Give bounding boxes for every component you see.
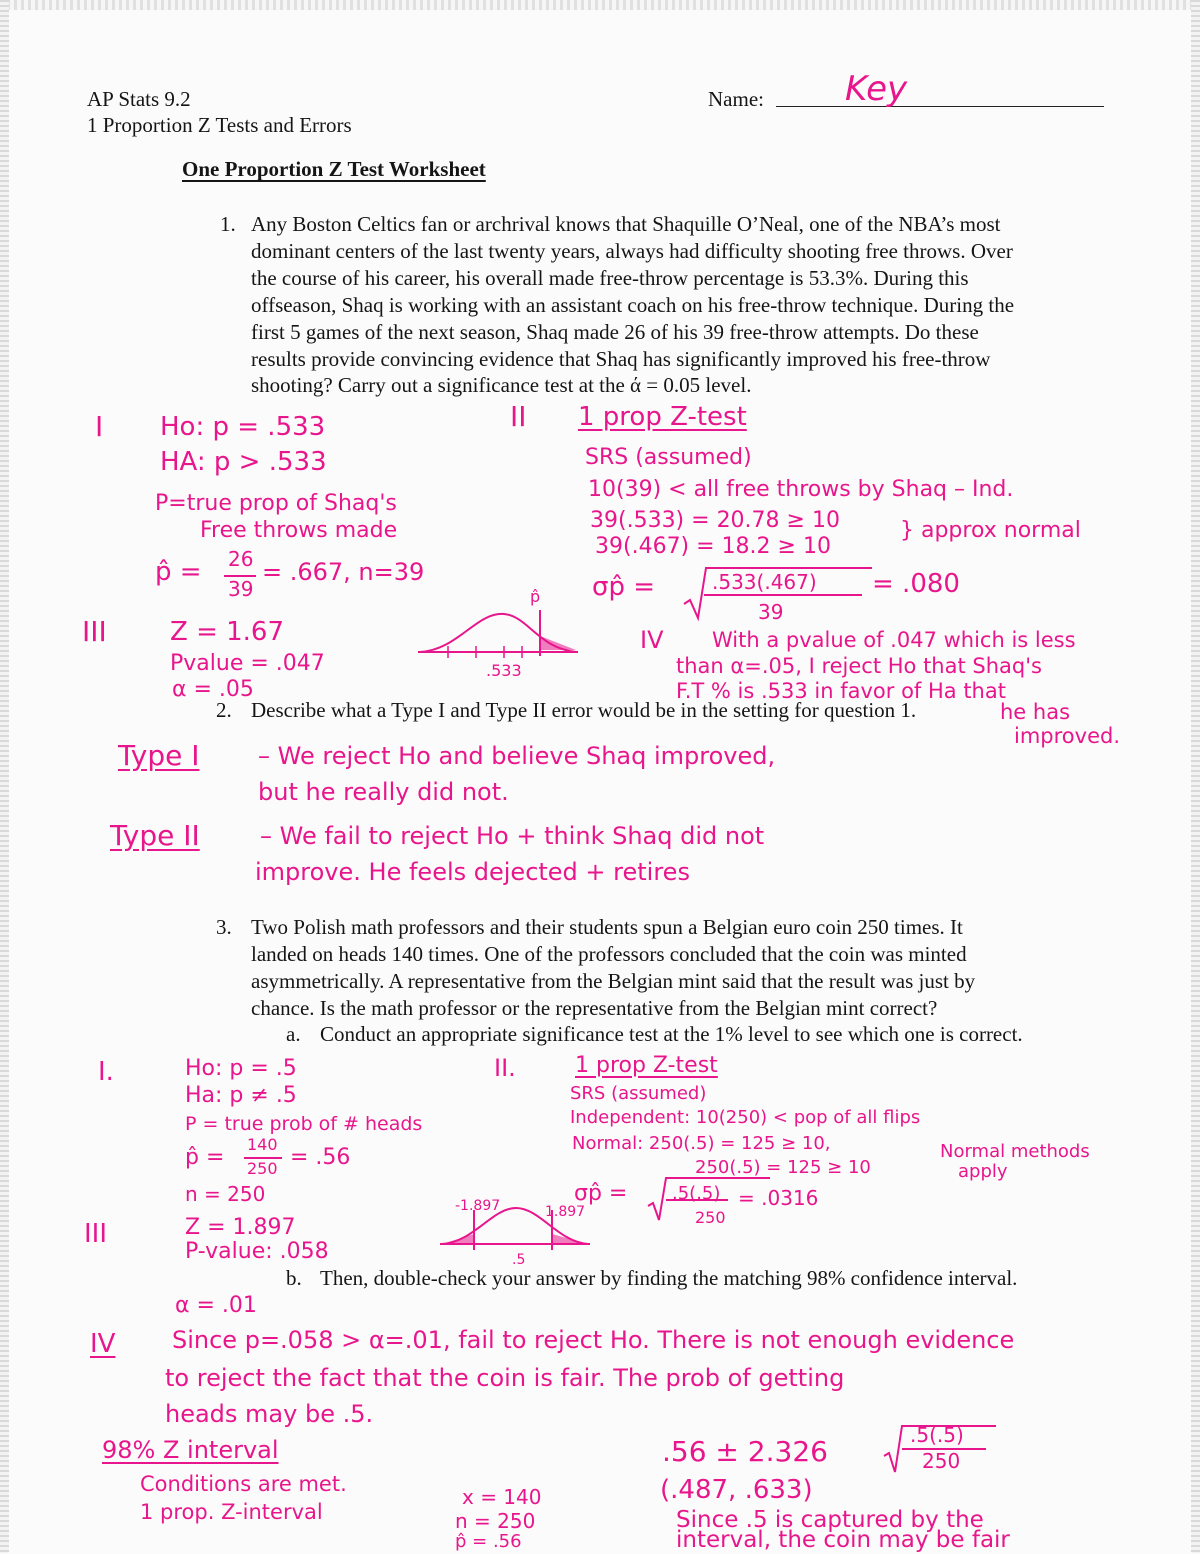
q3-phat-label: p̂ =: [185, 1145, 225, 1170]
q3-number: 3.: [216, 915, 232, 939]
q3-line: asymmetrically. A representative from the Belgian mint said that the result was just by: [251, 969, 976, 993]
q3-sigma-numerator: .5(.5): [672, 1183, 721, 1204]
q1-line: results provide convincing evidence that Shaq has significantly improved his free-throw: [251, 347, 991, 371]
q3-conclusion-line: to reject the fact that the coin is fair. The prob of getting: [165, 1364, 845, 1392]
q3-independence-condition: Independent: 10(250) < pop of all flips: [570, 1107, 921, 1128]
q1-normal-check-1: 39(.533) = 20.78 ≥ 10: [590, 508, 840, 533]
q3-line: chance. Is the math professor or the representative from the Belgian mint correct?: [251, 996, 938, 1020]
scan-right-edge: [1191, 0, 1200, 1553]
ci-n: n = 250: [455, 1509, 536, 1533]
q1-line: the course of his career, his overall made free-throw percentage is 53.3%. During this: [251, 266, 969, 290]
q2-type2-label: Type II: [110, 819, 200, 852]
q3-test-name: 1 prop Z-test: [575, 1053, 718, 1078]
q3-p-value: P-value: .058: [185, 1239, 329, 1264]
q3-phat-denominator: 250: [247, 1159, 278, 1178]
q1-step-1: I: [95, 410, 104, 443]
q3-normal-note: Normal methods: [940, 1141, 1090, 1162]
q1-line: dominant centers of the last twenty years, always had difficulty shooting free throws. Over: [251, 239, 1013, 263]
q1-step-2: II: [510, 400, 527, 433]
q3-phat-numerator: 140: [247, 1135, 278, 1154]
name-label: Name:: [708, 87, 764, 111]
q1-step-3: III: [82, 615, 107, 648]
scan-top-edge: [0, 0, 1200, 10]
q3-part-b-text: Then, double-check your answer by finding the matching 98% confidence interval.: [320, 1266, 1018, 1290]
q3-sample-size: n = 250: [185, 1182, 266, 1206]
ci-sqrt-numerator: .5(.5): [910, 1423, 964, 1447]
q1-phat-fraction-bar: [224, 574, 258, 578]
q3-normal-note-cont: apply: [958, 1161, 1008, 1182]
q3-conclusion-line: heads may be .5.: [165, 1400, 374, 1428]
q3-curve-right-label: 1.897: [545, 1204, 586, 1220]
q3-curve-left-label: -1.897: [455, 1198, 501, 1214]
q3-sigma-value: = .0316: [738, 1186, 819, 1210]
q1-line: first 5 games of the next season, Shaq made 26 of his 39 free-throw attempts. Do these: [251, 320, 979, 344]
q3-sigma-denominator: 250: [695, 1208, 726, 1227]
q1-phat-label: p̂ =: [155, 557, 202, 587]
q2-type1-label: Type I: [118, 739, 200, 772]
q1-sigma-denominator: 39: [758, 600, 784, 624]
q2-type1-text-cont: but he really did not.: [258, 778, 509, 806]
q1-normal-curve-sketch: [418, 600, 578, 664]
q1-alpha: α = .05: [172, 677, 254, 702]
q2-type2-text: – We fail to reject Ho + think Shaq did not: [260, 822, 765, 850]
q3-step-3: III: [84, 1219, 108, 1249]
q1-conclusion-line: improved.: [1014, 724, 1120, 748]
q3-part-a-letter: a.: [286, 1022, 301, 1046]
ci-conclusion-line: interval, the coin may be fair: [676, 1527, 1010, 1553]
q1-phat-denominator: 39: [228, 577, 254, 601]
q3-curve-center-label: .5: [512, 1252, 526, 1268]
q1-independence-condition: 10(39) < all free throws by Shaq – Ind.: [588, 477, 1014, 502]
q1-phat-value: = .667, n=39: [262, 558, 425, 586]
q1-test-name: 1 prop Z-test: [578, 402, 747, 432]
q1-conclusion-line: he has: [1000, 700, 1071, 724]
q1-sigma-value: = .080: [872, 569, 960, 599]
name-value: Key: [845, 69, 908, 109]
course-label: AP Stats 9.2: [87, 87, 191, 111]
q3-null-hypothesis: Ho: p = .5: [185, 1056, 297, 1081]
q3-alpha: α = .01: [175, 1293, 257, 1318]
q3-normal-check-2: 250(.5) = 125 ≥ 10: [695, 1157, 871, 1178]
q1-line: offseason, Shaq is working with an assistant coach on his free-throw technique. During the: [251, 293, 1015, 317]
q1-line: Any Boston Celtics fan or archrival knows that Shaquille O’Neal, one of the NBA’s most: [251, 212, 1001, 236]
ci-conditions: Conditions are met.: [140, 1472, 347, 1496]
q1-phat-numerator: 26: [228, 547, 254, 571]
q3-line: landed on heads 140 times. One of the professors concluded that the coin was minted: [251, 942, 967, 966]
ci-conclusion-line: Since .5 is captured by the: [676, 1507, 984, 1533]
q1-sigma-label: σp̂ =: [592, 572, 656, 602]
q3-part-b-letter: b.: [286, 1266, 302, 1290]
q1-null-hypothesis: Ho: p = .533: [160, 412, 326, 442]
q1-curve-center-label: .533: [486, 661, 522, 680]
q3-phat-fraction-bar: [244, 1156, 284, 1160]
q1-normal-check-2: 39(.467) = 18.2 ≥ 10: [595, 534, 831, 559]
q3-conclusion-line: Since p=.058 > α=.01, fail to reject Ho. There is not enough evidence: [172, 1326, 1015, 1354]
q3-part-a-text: Conduct an appropriate significance test at the 1% level to see which one is correct.: [320, 1022, 1023, 1046]
q2-number: 2.: [216, 698, 232, 722]
q1-conclusion-line: With a pvalue of .047 which is less: [712, 628, 1076, 652]
q2-type1-text: – We reject Ho and believe Shaq improved,: [258, 742, 776, 770]
q3-step-4: IV: [90, 1329, 116, 1359]
q1-conclusion-line: than α=.05, I reject Ho that Shaq's: [676, 654, 1042, 678]
q3-phat-value: = .56: [290, 1145, 351, 1170]
q3-z-statistic: Z = 1.897: [185, 1215, 296, 1240]
q2-type2-text-cont: improve. He feels dejected + retires: [255, 858, 690, 886]
ci-title: 98% Z interval: [102, 1436, 279, 1464]
q3-step-2: II.: [494, 1054, 516, 1082]
q3-sigma-label: σp̂ =: [574, 1181, 628, 1206]
q1-parameter: P=true prop of Shaq's: [155, 491, 397, 516]
q1-number: 1.: [220, 212, 236, 236]
q1-line: shooting? Carry out a significance test at the ά = 0.05 level.: [251, 373, 752, 397]
q1-alt-hypothesis: HA: p > .533: [160, 447, 327, 477]
ci-result: (.487, .633): [660, 1475, 813, 1505]
ci-sqrt-denominator: 250: [922, 1449, 961, 1473]
ci-phat: p̂ = .56: [455, 1531, 522, 1552]
q1-parameter-cont: Free throws made: [200, 518, 398, 543]
ci-x: x = 140: [462, 1485, 542, 1509]
ci-procedure-name: 1 prop. Z-interval: [140, 1500, 323, 1524]
q1-conclusion-line: F.T % is .533 in favor of Ha that: [676, 679, 1006, 703]
q3-parameter: P = true prob of # heads: [185, 1113, 423, 1135]
topic-label: 1 Proportion Z Tests and Errors: [87, 113, 352, 137]
q3-step-1: I.: [98, 1057, 114, 1087]
q1-p-value: Pvalue = .047: [170, 651, 325, 676]
scan-left-edge: [0, 0, 9, 1553]
q3-alt-hypothesis: Ha: p ≠ .5: [185, 1083, 297, 1108]
q1-srs-condition: SRS (assumed): [585, 445, 752, 470]
ci-formula: .56 ± 2.326: [662, 1435, 828, 1468]
q3-line: Two Polish math professors and their students spun a Belgian euro coin 250 times. It: [251, 915, 963, 939]
q3-srs-condition: SRS (assumed): [570, 1083, 707, 1104]
q1-normal-note: } approx normal: [900, 518, 1081, 543]
q1-step-4: IV: [640, 626, 664, 654]
worksheet-title: One Proportion Z Test Worksheet: [182, 157, 486, 181]
q1-curve-phat-label: p̂: [530, 587, 541, 606]
q3-normal-check-1: Normal: 250(.5) = 125 ≥ 10,: [572, 1133, 831, 1154]
q1-z-statistic: Z = 1.67: [170, 617, 285, 647]
name-underline: [776, 106, 1104, 107]
q1-sigma-numerator: .533(.467): [712, 570, 817, 594]
q2-text: Describe what a Type I and Type II error would be in the setting for question 1.: [251, 698, 917, 722]
